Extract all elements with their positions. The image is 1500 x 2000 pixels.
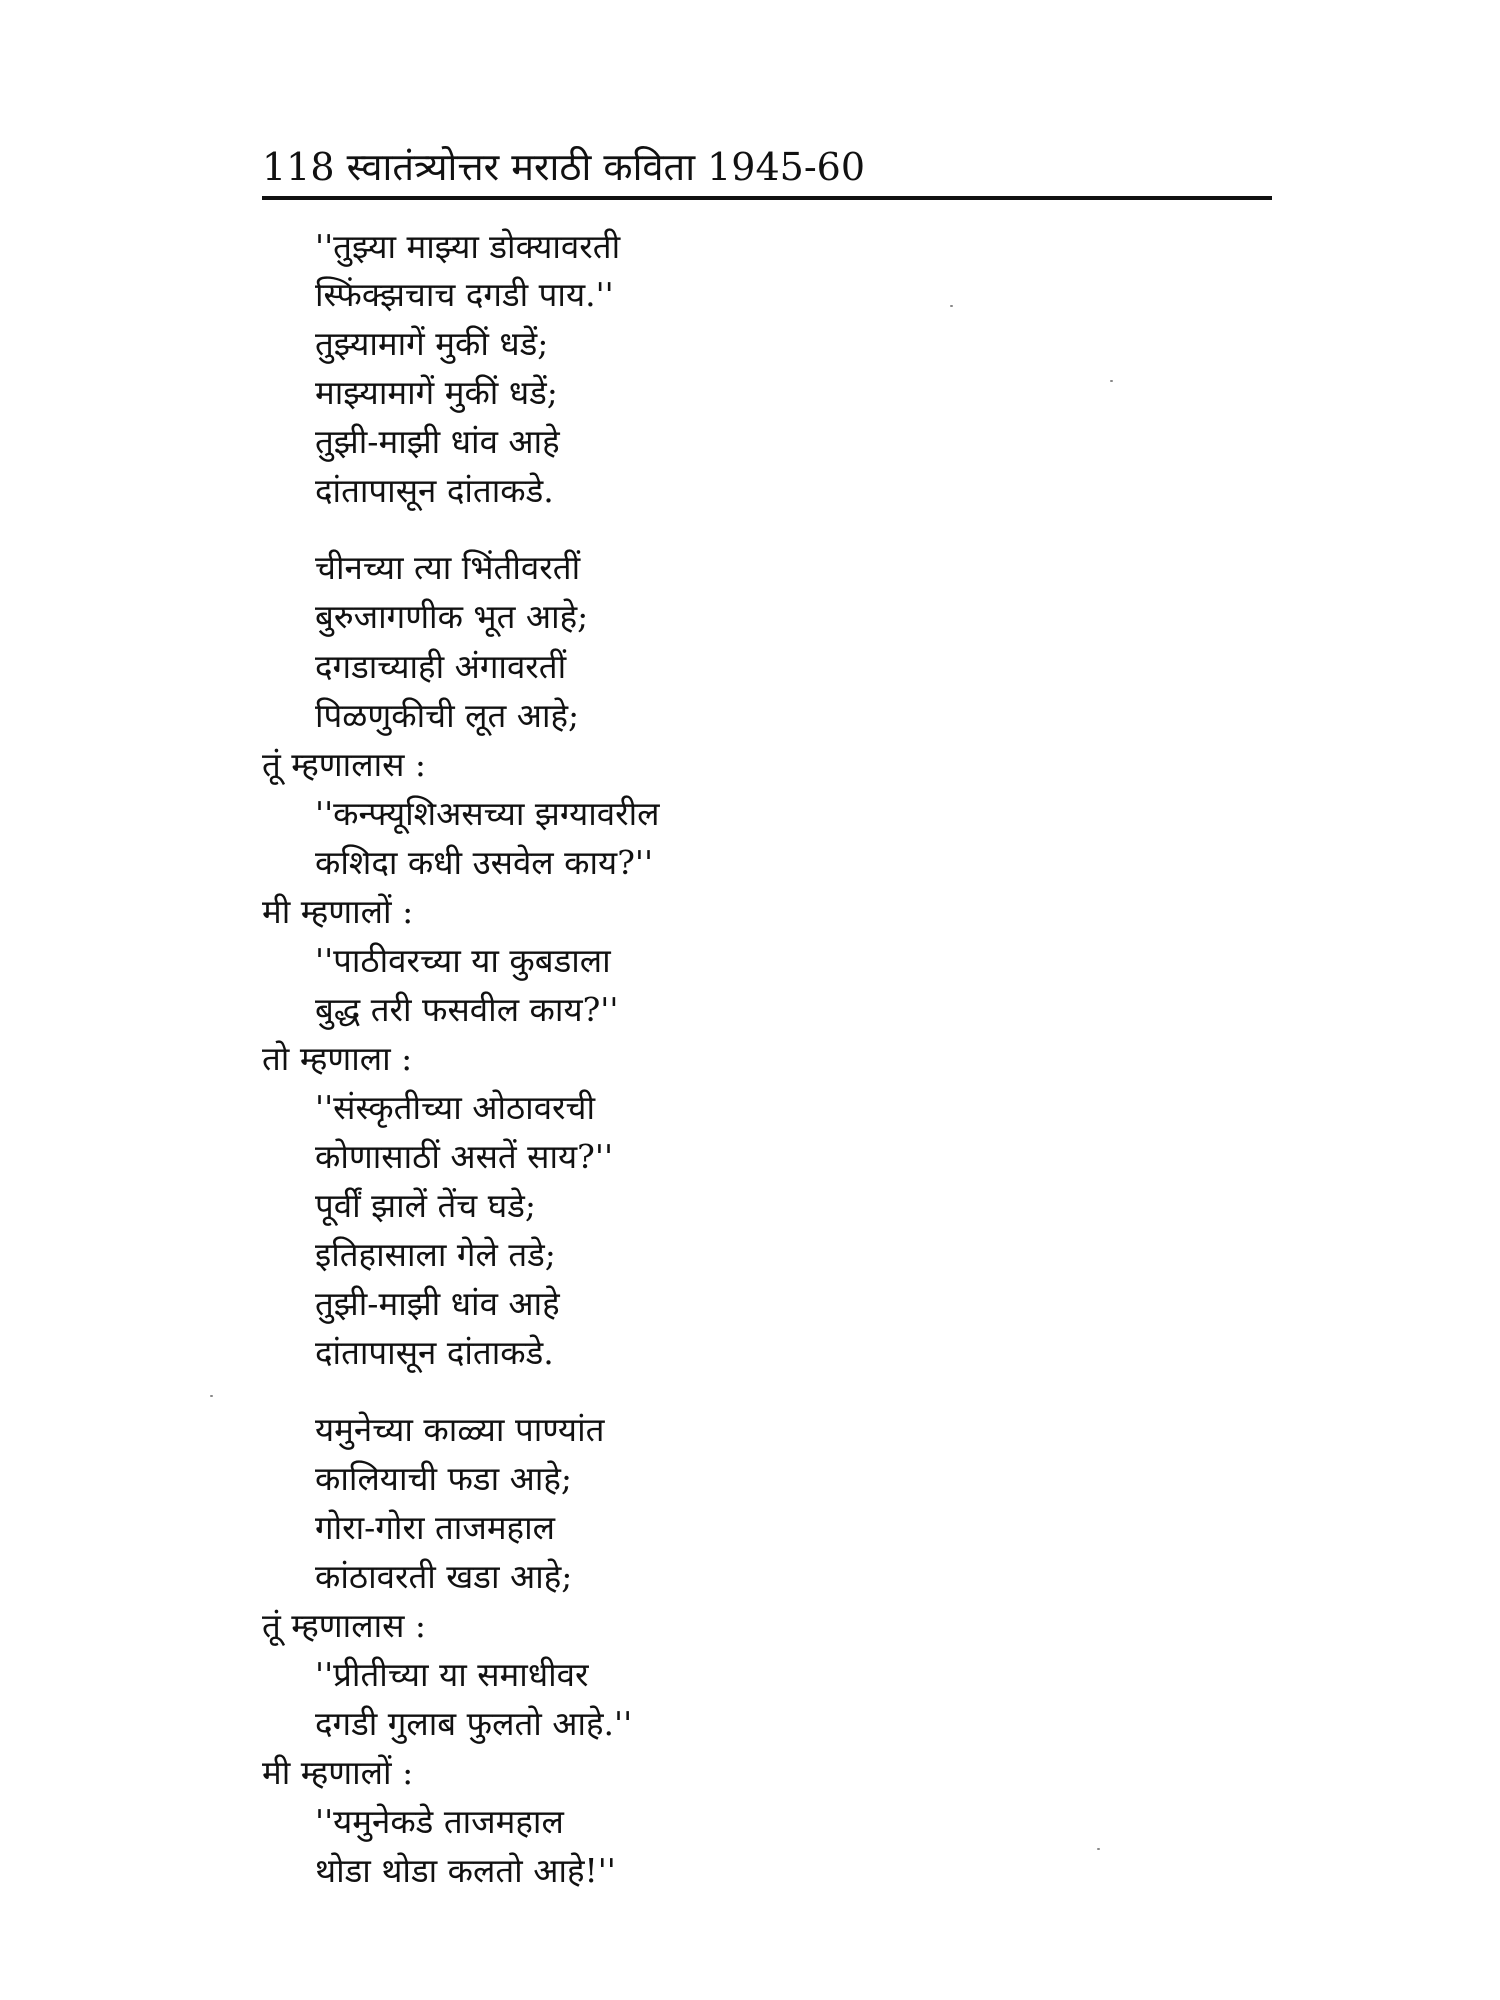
poem-line: ''कन्फ्यूशिअसच्या झग्यावरील xyxy=(315,794,660,833)
poem-line: ''संस्कृतीच्या ओठावरची xyxy=(315,1088,596,1127)
poem-line: कोणासाठीं असतें साय?'' xyxy=(315,1137,614,1176)
poem-line: पिळणुकीची लूत आहे; xyxy=(315,696,580,735)
poem-line: दांतापासून दांताकडे. xyxy=(315,1333,554,1372)
scan-speck xyxy=(1097,1848,1100,1850)
poem-line: तुझी-माझी धांव आहे xyxy=(315,422,560,461)
poem-line: दगडाच्याही अंगावरतीं xyxy=(315,647,567,686)
scan-speck xyxy=(950,305,953,307)
poem-line: दगडी गुलाब फुलतो आहे.'' xyxy=(315,1704,633,1743)
poem-line: ''तुझ्या माझ्या डोक्यावरती xyxy=(315,227,621,266)
poem-line: तूं म्हणालास : xyxy=(262,1606,427,1645)
page-header xyxy=(262,142,865,192)
poem-line: ''यमुनेकडे ताजमहाल xyxy=(315,1802,564,1841)
header-rule xyxy=(262,196,1272,200)
poem-line: तुझी-माझी धांव आहे xyxy=(315,1284,560,1323)
poem-line: चीनच्या त्या भिंतीवरतीं xyxy=(315,548,581,587)
poem-line: थोडा थोडा कलतो आहे!'' xyxy=(315,1851,616,1890)
poem-line: तो म्हणाला : xyxy=(262,1039,413,1078)
poem-line: तूं म्हणालास : xyxy=(262,745,427,784)
poem-line: ''प्रीतीच्या या समाधीवर xyxy=(315,1655,589,1694)
poem-line: दांतापासून दांताकडे. xyxy=(315,471,554,510)
poem-line: कशिदा कधी उसवेल काय?'' xyxy=(315,843,654,882)
scan-speck xyxy=(210,1395,213,1397)
poem-line: स्फिंक्झचाच दगडी पाय.'' xyxy=(315,275,614,314)
poem-line: पूर्वीं झालें तेंच घडे; xyxy=(315,1186,537,1225)
poem-line: बुद्ध तरी फसवील काय?'' xyxy=(315,990,619,1029)
poem-line: मी म्हणालों : xyxy=(262,1753,414,1792)
poem-line: गोरा-गोरा ताजमहाल xyxy=(315,1508,556,1547)
poem-line: बुरुजागणीक भूत आहे; xyxy=(315,597,589,636)
poem-line: कालियाची फडा आहे; xyxy=(315,1459,572,1498)
poem-line: मी म्हणालों : xyxy=(262,892,414,931)
scan-speck xyxy=(1110,380,1113,382)
poem-line: कांठावरती खडा आहे; xyxy=(315,1557,573,1596)
page-number: 118 xyxy=(262,145,335,189)
poem-line: यमुनेच्या काळ्या पाण्यांत xyxy=(315,1410,605,1449)
poem-line: माझ्यामागें मुकीं धडें; xyxy=(315,373,558,412)
poem-line: इतिहासाला गेले तडे; xyxy=(315,1235,556,1274)
poem-line: तुझ्यामागें मुकीं धडें; xyxy=(315,324,549,363)
running-title: स्वातंत्र्योत्तर मराठी कविता 1945-60 xyxy=(346,145,866,189)
poem-line: ''पाठीवरच्या या कुबडाला xyxy=(315,941,611,980)
